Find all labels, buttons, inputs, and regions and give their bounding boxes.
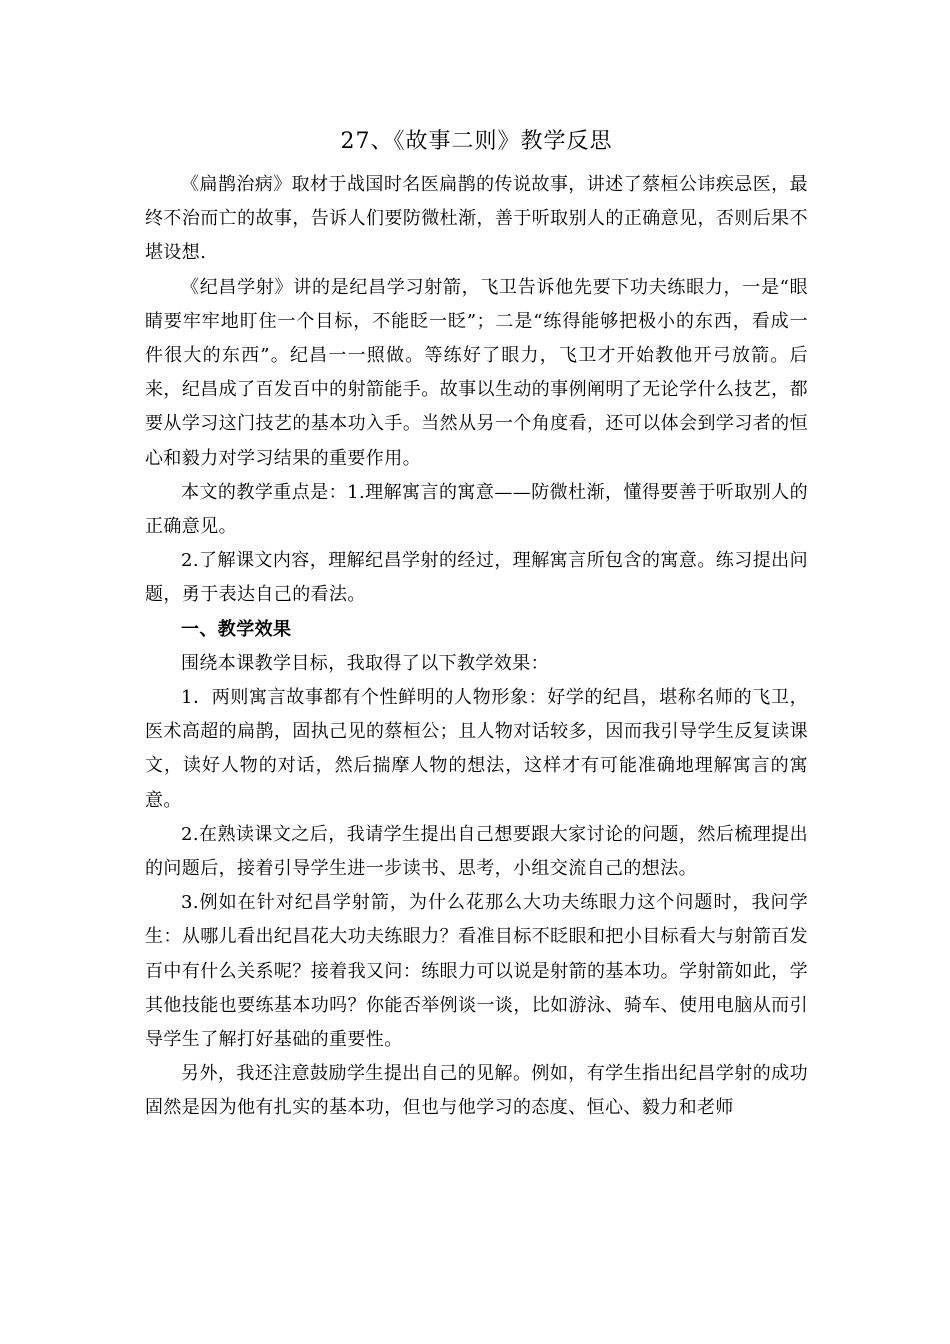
paragraph-effect-1: 1．两则寓言故事都有个性鲜明的人物形象：好学的纪昌，堪称名师的飞卫，医术高超的扁鹊，固执己见的蔡桓公；且人物对话较多，因而我引导学生反复读课文，读好人物的对话，然后揣摩人物的想法，这样才有可能准确地理解寓言的寓意。 [145, 687, 808, 811]
section-heading-teaching-effect: 一、教学效果 [181, 618, 292, 640]
paragraph-effect-2: 2.在熟读课文之后，我请学生提出自己想要跟大家讨论的问题，然后梳理提出的问题后，接着引导学生进一步读书、思考，小组交流自己的想法。 [145, 823, 808, 880]
paragraph-additional: 另外，我还注意鼓励学生提出自己的见解。例如，有学生指出纪昌学射的成功固然是因为他有扎实的基本功，但也与他学习的态度、恒心、毅力和老师 [145, 1063, 808, 1119]
paragraph-teaching-focus-1: 本文的教学重点是：1.理解寓言的寓意——防微杜渐，懂得要善于听取别人的正确意见。 [145, 481, 808, 538]
paragraph-jichang-intro: 《纪昌学射》讲的是纪昌学习射箭，飞卫告诉他先要下功夫练眼力，一是“眼睛要牢牢地盯住一个目标，不能眨一眨”；二是“练得能够把极小的东西，看成一件很大的东西”。纪昌一一照做。等练好了眼力，飞卫才开始教他开弓放箭。后来，纪昌成了百发百中的射箭能手。故事以生动的事例阐明了无论学什么技艺，都要从学习这门技艺的基本功入手。当然从另一个角度看，还可以体会到学习者的恒心和毅力对学习结果的重要作用。 [145, 276, 808, 469]
paragraph-effect-3: 3.例如在针对纪昌学射箭，为什么花那么大功夫练眼力这个问题时，我问学生：从哪儿看出纪昌花大功夫练眼力？看准目标不眨眼和把小目标看大与射箭百发百中有什么关系呢？接着我又问：练眼力可以说是射箭的基本功。学射箭如此，学其他技能也要练基本功吗？你能否举例谈一谈，比如游泳、骑车、使用电脑从而引导学生了解打好基础的重要性。 [145, 892, 808, 1051]
document-title: 27、《故事二则》教学反思 [340, 129, 613, 154]
paragraph-teaching-focus-2: 2.了解课文内容，理解纪昌学射的经过，理解寓言所包含的寓意。练习提出问题，勇于表达自己的看法。 [145, 550, 808, 606]
document-page [145, 122, 808, 1126]
paragraph-bianque-intro: 《扁鹊治病》取材于战国时名医扁鹊的传说故事，讲述了蔡桓公讳疾忌医，最终不治而亡的故事，告诉人们要防微杜渐，善于听取别人的正确意见，否则后果不堪设想. [145, 174, 808, 264]
paragraph-effect-intro: 围绕本课教学目标，我取得了以下教学效果： [181, 652, 549, 674]
